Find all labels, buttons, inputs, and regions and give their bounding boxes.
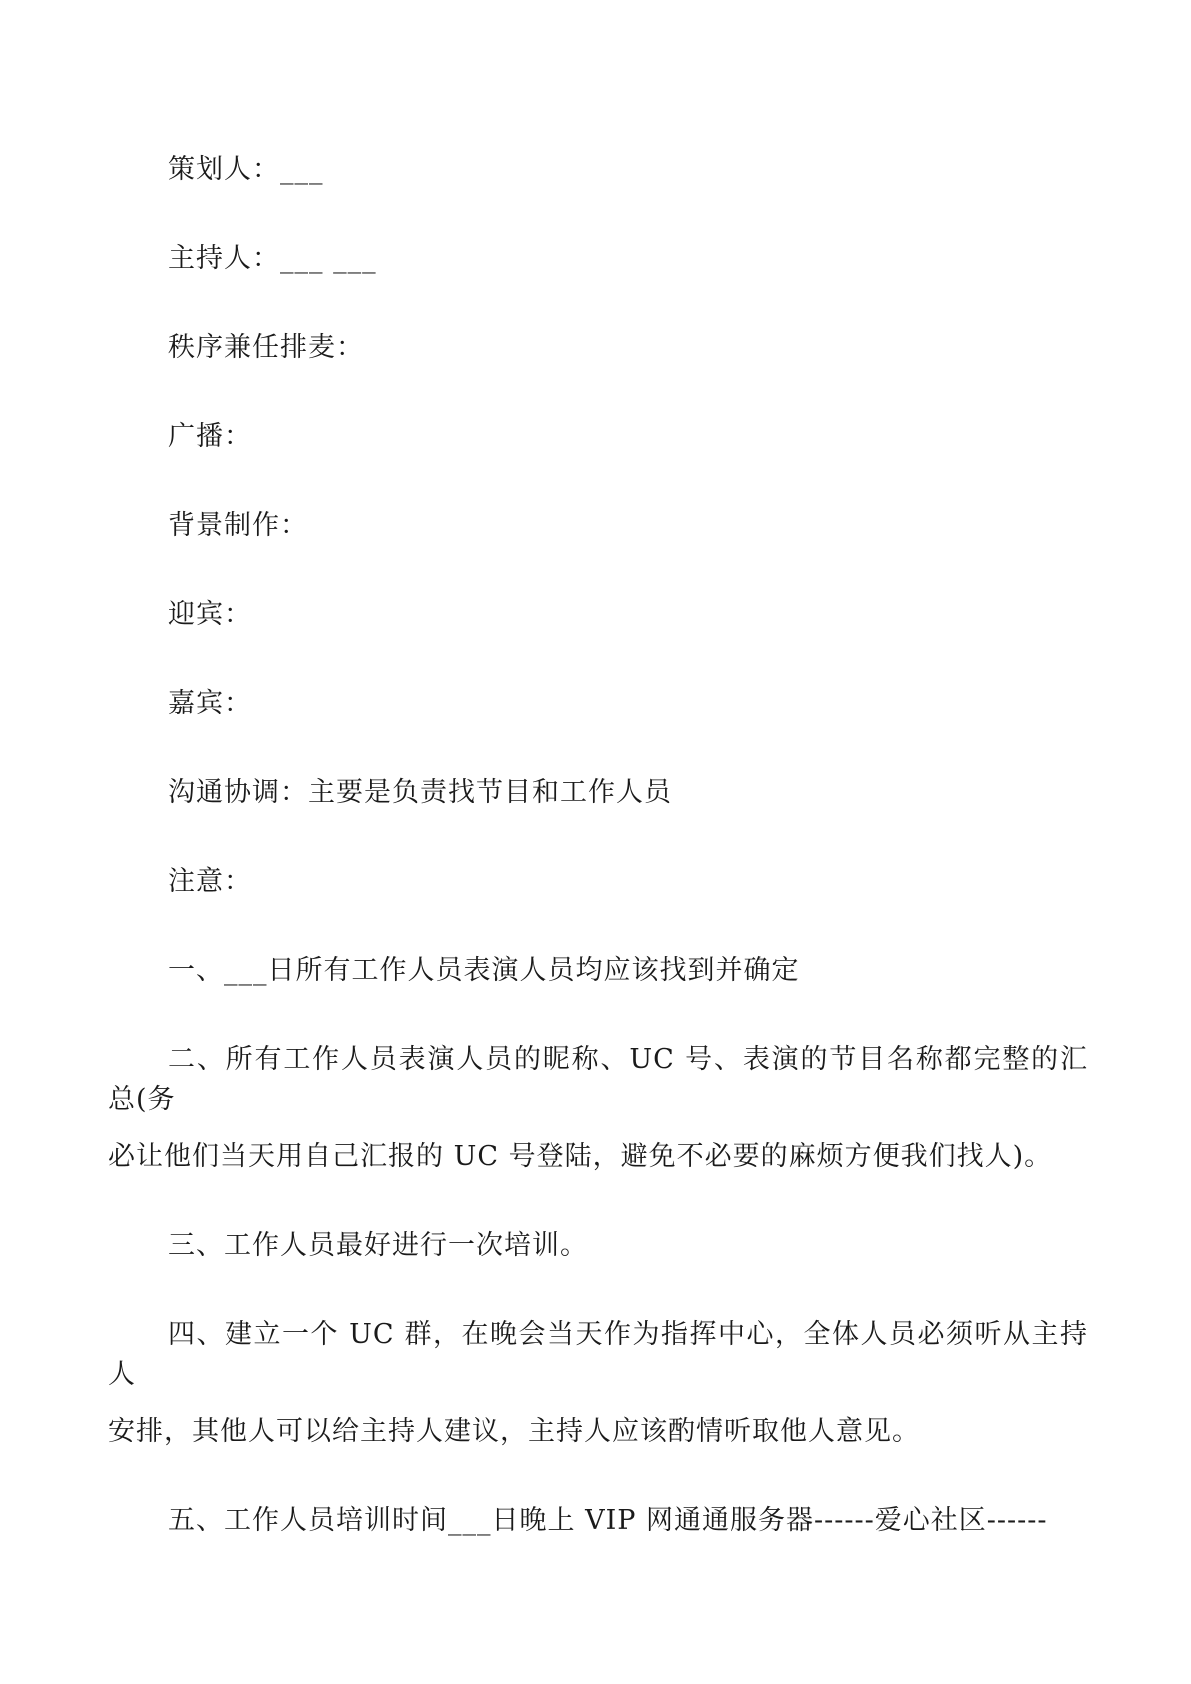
- host-line: 主持人：___ ___: [168, 243, 377, 274]
- note-item-1: 一、___日所有工作人员表演人员均应该找到并确定: [168, 955, 800, 986]
- note-item-4: [108, 1315, 1088, 1452]
- notes-heading: 注意：: [168, 866, 252, 897]
- note-item-2-line-1: 二、所有工作人员表演人员的昵称、UC 号、表演的节目名称都完整的汇总(务: [108, 1044, 1088, 1115]
- note-item-4-line-2: 安排，其他人可以给主持人建议，主持人应该酌情听取他人意见。: [108, 1416, 920, 1447]
- planner-line: 策划人：___: [168, 154, 324, 185]
- note-item-2-line-2: 必让他们当天用自己汇报的 UC 号登陆，避免不必要的麻烦方便我们找人)。: [108, 1141, 1053, 1172]
- note-item-3: 三、工作人员最好进行一次培训。: [168, 1230, 588, 1261]
- guests-line: 嘉宾：: [168, 688, 252, 719]
- note-item-2: [108, 1040, 1088, 1177]
- document-body: [108, 150, 1088, 1590]
- greeting-line: 迎宾：: [168, 599, 252, 630]
- note-item-4-line-1: 四、建立一个 UC 群，在晚会当天作为指挥中心，全体人员必须听从主持人: [108, 1319, 1088, 1390]
- order-mic-line: 秩序兼任排麦：: [168, 332, 364, 363]
- background-line: 背景制作：: [168, 510, 308, 541]
- note-item-5: 五、工作人员培训时间___日晚上 VIP 网通通服务器------爱心社区------: [168, 1505, 1048, 1536]
- broadcast-line: 广播：: [168, 421, 252, 452]
- coordination-line: 沟通协调：主要是负责找节目和工作人员: [168, 777, 672, 808]
